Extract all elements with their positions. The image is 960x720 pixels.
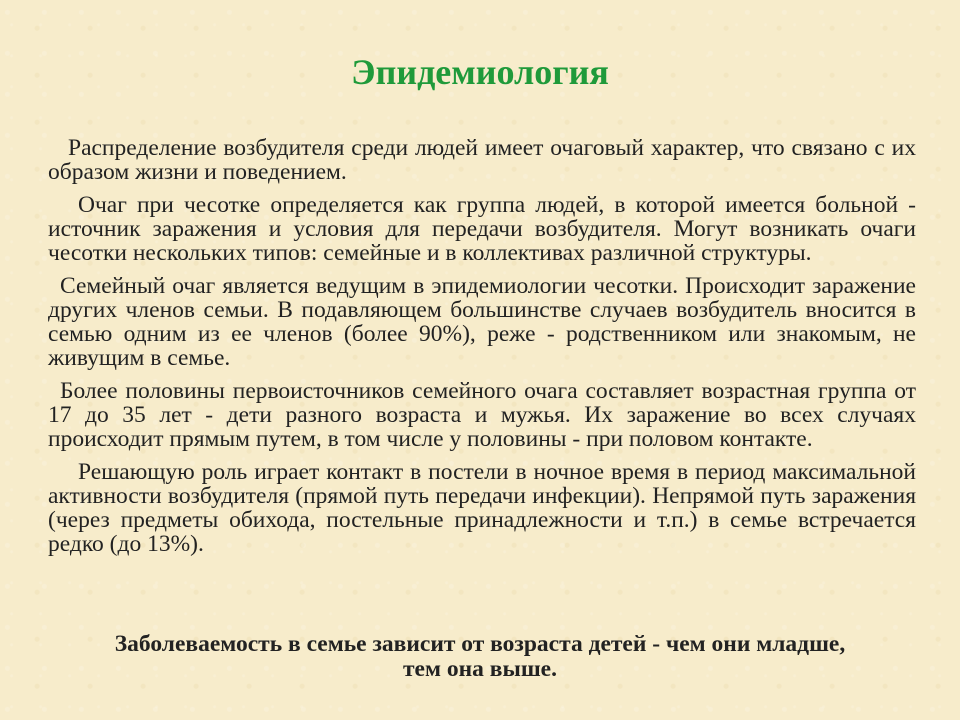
slide-body bbox=[48, 136, 916, 565]
paragraph-family-focus: Семейный очаг является ведущим в эпидемиологии чесотки. Происходит заражение других членов семьи. В подавляющем большинстве случаев возбудитель вносится в семью одним из ее членов (более 90%), реже - родственником или знакомым, не живущим в семье. bbox=[48, 273, 916, 371]
conclusion-line-1: Заболеваемость в семье зависит от возраста детей - чем они младше, bbox=[114, 631, 846, 657]
paragraph-primary-sources: Более половины первоисточников семейного очага составляет возрастная группа от 17 до 35 лет - дети разного возраста и мужья. Их заражение во всех случаях происходит прямым путем, в том числе у половины - при половом контакте. bbox=[48, 378, 916, 452]
paragraph-contact-role: Решающую роль играет контакт в постели в ночное время в период максимальной активности возбудителя (прямой путь передачи инфекции). Непрямой путь заражения (через предметы обихода, постельные принадлежности и т.п.) в семье встречается редко (до 13%). bbox=[48, 459, 916, 557]
paragraph-distribution: Распределение возбудителя среди людей имеет очаговый характер, что связано с их образом жизни и поведением. bbox=[48, 135, 916, 185]
conclusion bbox=[40, 632, 920, 682]
conclusion-line-2: тем она выше. bbox=[403, 656, 557, 682]
paragraph-focus-definition: Очаг при чесотке определяется как группа людей, в которой имеется больной - источник заражения и условия для передачи возбудителя. Могут возникать очаги чесотки нескольких типов: семейные и в коллективах различной структуры. bbox=[48, 192, 916, 266]
slide-title: Эпидемиология bbox=[351, 52, 609, 92]
